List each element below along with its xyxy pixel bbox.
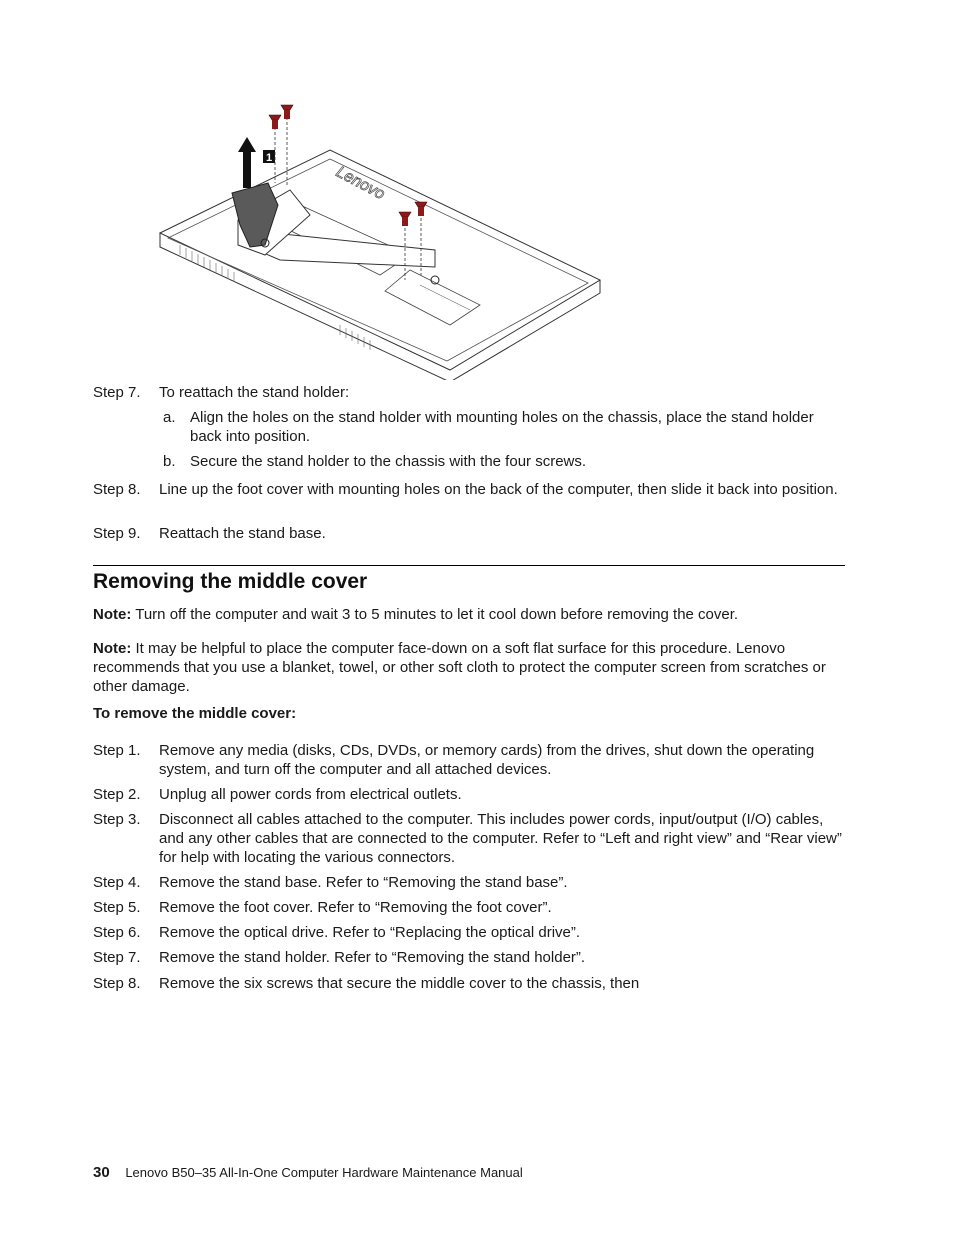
step-text: Remove the optical drive. Refer to “Replacing the optical drive”. — [159, 924, 581, 941]
lenovo-logo-text: Lenovo — [333, 163, 388, 204]
step-text: To reattach the stand holder: — [159, 384, 350, 401]
substep-label: b. — [163, 453, 176, 470]
step-text: Remove the stand holder. Refer to “Removing the stand holder”. — [159, 949, 586, 966]
substep-text: Secure the stand holder to the chassis with the four screws. — [190, 453, 587, 470]
step-label: Step 1. — [93, 742, 141, 759]
step-label: Step 7. — [93, 949, 141, 966]
step-label: Step 3. — [93, 811, 141, 828]
page-footer — [93, 1163, 523, 1182]
substep-label: a. — [163, 409, 176, 426]
stand-holder-figure — [150, 95, 610, 380]
step-text: Remove the stand base. Refer to “Removing the stand base”. — [159, 874, 568, 891]
note-text: Turn off the computer and wait 3 to 5 minutes to let it cool down before removing the cover. — [135, 606, 739, 623]
screw-icon — [399, 212, 411, 226]
step-label: Step 4. — [93, 874, 141, 891]
note-label: Note: — [93, 606, 132, 623]
manual-title: Lenovo B50–35 All-In-One Computer Hardware Maintenance Manual — [125, 1165, 523, 1180]
step-text: Reattach the stand base. — [159, 525, 326, 542]
step-label: Step 5. — [93, 899, 141, 916]
procedure-heading: To remove the middle cover: — [93, 705, 297, 722]
section-title: Removing the middle cover — [93, 570, 368, 593]
note-text: It may be helpful to place the computer face-down on a soft flat surface for this procedure. Lenovo recommends that you use a blanket, towel, or other soft cloth to protect the computer screen from scratches or other damage. — [93, 640, 826, 695]
step-text: Remove the six screws that secure the middle cover to the chassis, then — [159, 975, 640, 992]
callout-1: 1 — [266, 152, 273, 164]
step-label: Step 6. — [93, 924, 141, 941]
step-text: Remove the foot cover. Refer to “Removing the foot cover”. — [159, 899, 552, 916]
step-label: Step 8. — [93, 975, 141, 992]
note-label: Note: — [93, 640, 132, 657]
screw-icon — [269, 115, 281, 129]
step-text: Disconnect all cables attached to the computer. This includes power cords, input/output (I/O) cables, and any other cables that are connected to the computer. Refer to “Left and right view” and “Rear view” for help with locating the various connectors. — [159, 811, 842, 866]
screw-icon — [415, 202, 427, 216]
note-cooldown — [93, 605, 848, 624]
screw-icon — [281, 105, 293, 119]
page-number: 30 — [93, 1164, 110, 1181]
step-text: Remove any media (disks, CDs, DVDs, or memory cards) from the drives, shut down the operating system, and turn off the computer and all attached devices. — [159, 742, 815, 778]
step-label: Step 2. — [93, 786, 141, 803]
section-divider — [93, 565, 845, 566]
step-label: Step 7. — [93, 384, 141, 401]
note-face-down — [93, 639, 848, 696]
step-text: Line up the foot cover with mounting holes on the back of the computer, then slide it back into position. — [159, 481, 838, 498]
substep-text: Align the holes on the stand holder with mounting holes on the chassis, place the stand holder back into position. — [190, 409, 814, 445]
stand-holder-illustration — [150, 95, 610, 380]
step-label: Step 9. — [93, 525, 141, 542]
step-text: Unplug all power cords from electrical outlets. — [159, 786, 462, 803]
step-label: Step 8. — [93, 481, 141, 498]
